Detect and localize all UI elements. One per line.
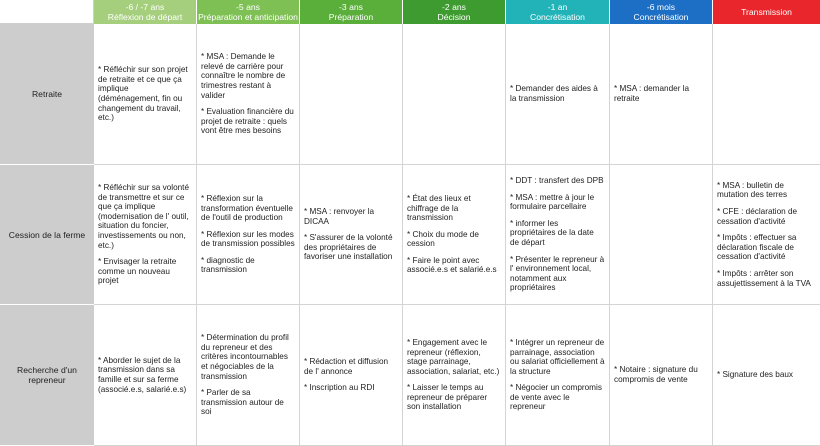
cell-item: * Réfléchir sur sa volonté de transmettre et sur ce que ça implique (modernisation de l' outil, situation du foncier, investissements ou non, etc.) xyxy=(98,183,190,250)
column-header-period: -2 ans xyxy=(442,2,466,12)
table-cell xyxy=(94,24,197,165)
table-cell xyxy=(94,305,197,446)
cell-item: * Présenter le repreneur à l' environnement local, notamment aux propriétaires xyxy=(510,254,605,293)
table-cell xyxy=(300,24,403,165)
cell-item: * MSA : mettre à jour le formulaire parcellaire xyxy=(510,192,595,212)
column-header-period: -6 mois xyxy=(646,2,676,12)
cell-item: * Rédaction et diffusion de l' annonce xyxy=(304,357,389,376)
cell-item: * S'assurer de la volonté des propriétaires de favoriser une installation xyxy=(304,233,393,262)
column-header-3 xyxy=(300,0,403,24)
cell-item: * Envisager la retraite comme un nouveau projet xyxy=(98,257,177,286)
column-header-period: -6 / -7 ans xyxy=(125,2,165,12)
table-cell xyxy=(610,165,713,305)
cell-item: * MSA : demander la retraite xyxy=(614,84,690,103)
table-cell xyxy=(197,165,300,305)
column-header-phase: Transmission xyxy=(741,7,792,17)
table-cell xyxy=(610,24,713,165)
cell-item: * Réfléchir sur son projet de retraite et ce que ça implique (déménagement, fin ou changement du travail, etc.) xyxy=(98,65,188,123)
column-header-phase: Préparation et anticipation xyxy=(198,12,298,22)
cell-item: * informer les propriétaires de la date de départ xyxy=(510,218,594,247)
cell-item: * Faire le point avec associé.e.s et salarié.e.s xyxy=(407,255,497,275)
table-cell xyxy=(300,165,403,305)
cell-item: * Aborder le sujet de la transmission dans sa famille et sur sa ferme (associé.e.s, salarié.e.s) xyxy=(98,355,187,394)
table-cell xyxy=(403,165,506,305)
column-header-4 xyxy=(403,0,506,24)
row-label: Retraite xyxy=(0,24,94,165)
table-cell xyxy=(713,165,820,305)
cell-item: * Intégrer un repreneur de parrainage, association ou salariat officiellement à la structure xyxy=(510,337,605,376)
cell-item: * Détermination du profil du repreneur et des critères incontournables et négociables de la transmission xyxy=(201,333,289,381)
table-cell xyxy=(506,165,610,305)
column-header-period: -5 ans xyxy=(236,2,260,12)
cell-item: * MSA : bulletin de mutation des terres xyxy=(717,180,788,200)
table-corner xyxy=(0,0,94,24)
column-header-phase: Décision xyxy=(437,12,471,22)
table-cell xyxy=(713,305,820,446)
column-header-7 xyxy=(713,0,820,24)
cell-item: * Réflexion sur les modes de transmission possibles xyxy=(201,229,295,249)
column-header-2 xyxy=(197,0,300,24)
table-cell xyxy=(403,305,506,446)
table-cell xyxy=(197,305,300,446)
cell-item: * MSA : Demande le relevé de carrière pour connaître le nombre de trimestres restant à valider xyxy=(201,52,286,100)
column-header-1 xyxy=(94,0,197,24)
cell-item: * Négocier un compromis de vente avec le repreneur xyxy=(510,383,602,412)
cell-item: * Demander des aides à la transmission xyxy=(510,84,598,103)
cell-item: * Signature des baux xyxy=(717,370,794,380)
cell-item: * Laisser le temps au repreneur de préparer son installation xyxy=(407,383,488,412)
column-header-period: -1 an xyxy=(547,2,568,12)
table-cell xyxy=(506,24,610,165)
cell-item: * DDT : transfert des DPB xyxy=(510,176,604,186)
cell-item: * Evaluation financière du projet de retraite : quels vont être mes besoins xyxy=(201,107,294,136)
column-header-period: -3 ans xyxy=(339,2,363,12)
table-cell xyxy=(300,305,403,446)
column-header-phase: Préparation xyxy=(328,12,374,22)
table-cell xyxy=(610,305,713,446)
cell-item: * Impôts : effectuer sa déclaration fiscale de cessation d'activité xyxy=(717,233,797,262)
cell-item: * Engagement avec le repreneur (réflexion, stage parrainage, association, salariat, etc.) xyxy=(407,337,500,376)
table-cell xyxy=(506,305,610,446)
cell-item: * Réflexion sur la transformation éventuelle de l'outil de production xyxy=(201,193,293,223)
cell-item: * Parler de sa transmission autour de soi xyxy=(201,388,284,417)
column-header-phase: Concrétisation xyxy=(633,12,689,22)
cell-item: * Impôts : arrêter son assujettissement à la TVA xyxy=(717,268,811,288)
table-cell xyxy=(197,24,300,165)
cell-item: * diagnostic de transmission xyxy=(201,255,255,275)
column-header-6 xyxy=(610,0,713,24)
table-cell xyxy=(403,24,506,165)
cell-item: * MSA : renvoyer la DICAA xyxy=(304,207,375,226)
cell-item: * CFE : déclaration de cessation d'activité xyxy=(717,207,798,226)
cell-item: * Notaire : signature du compromis de vente xyxy=(614,365,698,384)
row-label: Cession de la ferme xyxy=(0,165,94,305)
column-header-phase: Concrétisation xyxy=(530,12,585,22)
column-header-5 xyxy=(506,0,610,24)
cell-item: * Inscription au RDI xyxy=(304,383,375,393)
row-label: Recherche d'un repreneur xyxy=(0,305,94,446)
cell-item: * État des lieux et chiffrage de la transmission xyxy=(407,193,471,223)
table-cell xyxy=(94,165,197,305)
column-header-phase: Réflexion de départ xyxy=(107,12,183,22)
cell-item: * Choix du mode de cession xyxy=(407,229,479,249)
table-cell xyxy=(713,24,820,165)
